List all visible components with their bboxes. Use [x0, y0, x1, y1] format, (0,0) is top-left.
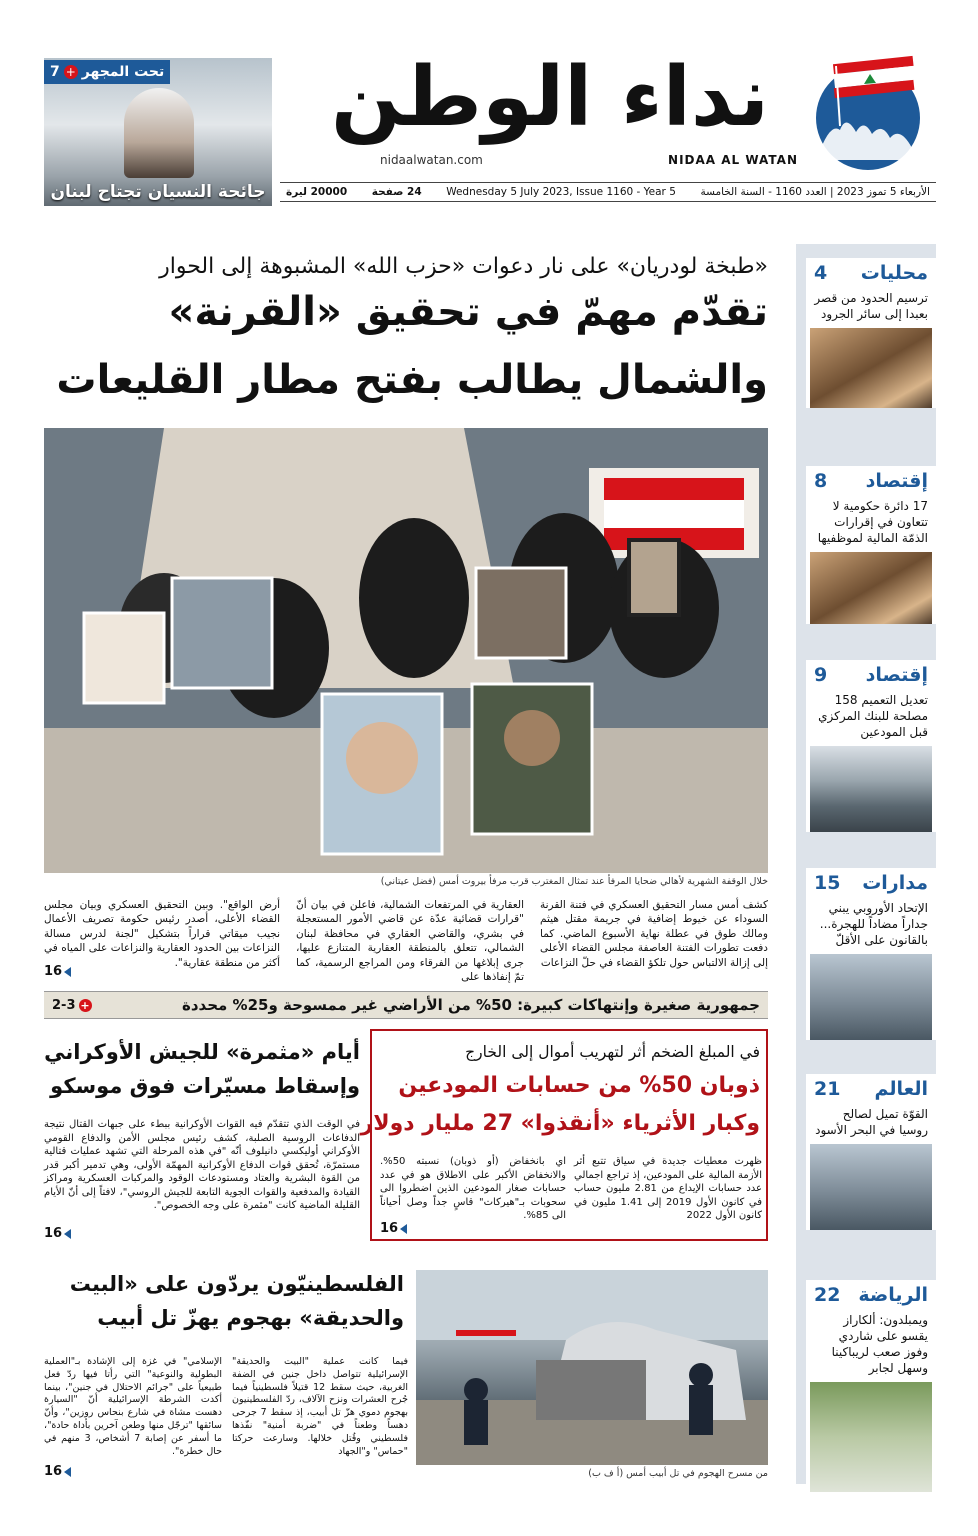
sidebar-section: مدارات — [862, 872, 928, 894]
sidebar-item-header — [806, 1074, 936, 1104]
page-number: 16 — [380, 1221, 399, 1236]
lead-page-ref[interactable] — [44, 964, 71, 979]
palestine-headline-line-1: الفلسطينيّون يردّون على «البيت — [69, 1272, 404, 1296]
ukraine-headline-line-2: وإسقاط مسيّرات فوق موسكو — [50, 1074, 360, 1098]
sidebar-item-local[interactable] — [806, 258, 936, 408]
sidebar-text: الإتحاد الأوروبي يبني جداراً مضاداً للهجرة... بالقانون على الأقلّ — [819, 901, 928, 947]
sidebar-image — [810, 552, 932, 624]
sidebar-page: 4 — [814, 262, 828, 284]
palestine-page-ref[interactable] — [44, 1464, 71, 1479]
sidebar-text: ترسيم الحدود من قصر بعبدا إلى سائر الجرود — [814, 291, 928, 321]
sidebar-text: القوّة تميل لصالح روسيا في البحر الأسود — [815, 1107, 928, 1137]
lead-headline-line-2: والشمال يطالب بفتح مطار القليعات — [56, 357, 768, 403]
tel-aviv-photo — [416, 1270, 768, 1465]
deposits-kicker: في المبلغ الضخم أثر لتهريب أموال إلى الخارج — [465, 1043, 760, 1061]
sidebar-image — [810, 1382, 932, 1492]
palestine-column-2: الإسلامي" في غزة إلى الإشادة بـ"العملية البطولية والنوعية" التي رأتا فيها ردّ فعل طبيعياً على "جرائم الاحتلال في جنين"، بينما أكدت الشرطة الإسرائيلية أنّ "السيارة دهست مشاة في شارع بنحاس روزين"، وأنّ سائقها "ترجّل منها وطعن آخرين بأداة حادة"، ما أسفر عن إصابة 7 أشخاص، 3 منهم في حال خطرة". — [44, 1356, 223, 1457]
plus-icon: + — [65, 65, 76, 79]
page-number: 16 — [44, 1226, 63, 1241]
deposits-headline-line-1: ذوبان 50% من حسابات المودعين — [398, 1073, 760, 1098]
promo-tag-label: تحت المجهر — [81, 64, 165, 80]
page-number: 16 — [44, 964, 63, 979]
arrow-icon — [64, 1229, 71, 1239]
sidebar-image — [810, 1144, 932, 1230]
sidebar-item-header — [806, 660, 936, 690]
deposits-box — [360, 1029, 768, 1241]
dateline-english: Wednesday 5 July 2023, Issue 1160 - Year 5 — [446, 186, 676, 198]
logo-emblem — [800, 52, 936, 170]
sidebar-item-economy-2[interactable] — [806, 660, 936, 832]
lead-headline-line-1: تقدّم مهمّ في تحقيق «القرنة» — [168, 289, 768, 335]
sidebar-text: تعديل التعميم 158 مصلحة للبنك المركزي قبل المودعين — [818, 693, 928, 739]
banner-pages: 2-3 — [52, 997, 76, 1013]
banner[interactable] — [44, 991, 768, 1019]
banner-page-ref — [52, 998, 92, 1013]
lead-column-3: أرض الواقع". وبين التحقيق العسكري وبيان مجلس القضاء الأعلى، أصدر رئيس حكومة تصريف الأعمال نجيب ميقاتي قراراً بتشكيل "لجنة لدرس مسالة النزاعات بين الحدود العقارية والنزاعات على المياه في أكثر من منطقة عقارية". — [44, 899, 280, 969]
deposits-headline-line-2: وكبار الأثرياء «أنقذوا» 27 مليار دولار — [360, 1111, 760, 1136]
promo-caption: جائحة النسيان تجتاح لبنان — [50, 182, 266, 202]
masthead-title: نداء الوطن — [330, 50, 770, 145]
deposits-page-ref[interactable] — [380, 1221, 407, 1236]
sidebar-section: الرياضة — [858, 1284, 928, 1306]
promo-box[interactable] — [44, 58, 272, 206]
arrow-icon — [64, 1467, 71, 1477]
sidebar-section: إقتصاد — [865, 470, 928, 492]
palestine-column-1: فيما كانت عملية "البيت والحديقة" الإسرائيلية تتواصل داخل جنين في الضفة الغربية، حيث سقط 12 قتيلاً فلسطينياً فيما جُرح العشرات ونزح الآلاف، ردّ الفلسطينيون بهجوم دموي هزّ تل أبيب، إذ سقط 7 جرحى دهساً وطعناً في "ضربة أمنية" نفّذها فلسطيني وقُتل خلالها. وسارعت حركتا "حماس" و"الجهاد — [232, 1356, 408, 1457]
sidebar-page: 9 — [814, 664, 828, 686]
page-count: 24 صفحة — [371, 186, 422, 198]
page-number: 16 — [44, 1464, 63, 1479]
lead-column-2: العقارية في المرتفعات الشمالية، فاعلن في بيان أنّ "قرارات قضائية عدّة عن قاضي الأمور المستعجلة في بشري، والقاضي العقاري في محافظة لبنان الشمالي، تتعلق بالمنطقة العقارية المتنازع عليها، جرى إبلاغها من الفرقاء ومن المراجع الرسمية، كما تمّ إنفاذها على — [296, 899, 524, 984]
sidebar-page: 8 — [814, 470, 828, 492]
sidebar-section: إقتصاد — [865, 664, 928, 686]
promo-tag — [44, 60, 170, 84]
sidebar-item-madarat[interactable] — [806, 868, 936, 1040]
banner-text: جمهورية صغيرة وإنتهاكات كبيرة: 50% من الأراضي غير ممسوحة و25% محددة — [181, 996, 760, 1014]
dateline-strip — [280, 182, 936, 202]
palestine-headline-line-2: والحديقة» بهجوم يهزّ تل أبيب — [97, 1306, 404, 1330]
sidebar-item-header — [806, 1280, 936, 1310]
sidebar-text: 17 دائرة حكومية لا تتعاون في إقرارات الذمّة المالية لموظفيها — [817, 499, 928, 545]
sidebar-image — [810, 746, 932, 832]
sidebar-item-world[interactable] — [806, 1074, 936, 1230]
sidebar-section: العالم — [874, 1078, 928, 1100]
ukraine-headline-line-1: أيام «مثمرة» للجيش الأوكراني — [44, 1040, 360, 1064]
sidebar-page: 15 — [814, 872, 841, 894]
deposits-column-2: اي بانخفاض (أو ذوبان) نسبته 50%. والانخفاض الأكبر على الاطلاق هو في عدد حسابات صغار المودعين الذين اضطروا الى سحوبات بـ"هيركات" قاسٍ جداً وصل أحياناً الى 85%. — [380, 1156, 566, 1221]
arrow-icon — [400, 1224, 407, 1234]
sidebar-item-header — [806, 466, 936, 496]
lead-photo-caption: خلال الوقفة الشهرية لأهالي ضحايا المرفأ عند تمثال المغترب قرب مرفأ بيروت أمس (فضل عيتاني) — [380, 876, 768, 887]
sidebar-section: محليات — [860, 262, 928, 284]
ukraine-page-ref[interactable] — [44, 1226, 71, 1241]
ukraine-body: في الوقت الذي تتقدّم فيه القوات الأوكرانية ببطء على جبهات القتال نتيجة الدفاعات الروسية الصلبة، كشف رئيس مجلس الأمن والدفاع القومي الأوكراني أوليكسي دانيلوف أنّه "في هذه المرحلة التي تشهد عمليات قتالية مستمرّة، تُحقق قوات الدفاع الأوكرانية المهمّة الأولى، وهي تدمير أكبر قدر من القوة البشرية والعتاد ومستودعات الوقود والمركبات العسكرية ومراكز القيادة والمدفعية والقوات الجوية التابعة للجيش الروسي"، لافتاً إلى أنّ الأيام القليلة الماضية كانت "مثمرة على وجه الخصوص". — [44, 1119, 360, 1211]
lead-column-1: كشف أمس مسار التحقيق العسكري في فتنة القرنة السوداء عن خيوط إضافية في جريمة مقتل هيثم ومالك طوق في عطلة نهاية الأسبوع الماضي. كما دفعت تطورات الفتنة العاصفة مجلس القضاء الأعلى إلى إزالة الالتباس حول تلكؤ القضاء في حلّ النزاعات — [540, 899, 768, 969]
sidebar-text: ويمبلدون: ألكاراز يقسو على شاردي وفوز صعب لريباكينا وسهل لجابر — [831, 1313, 928, 1375]
sidebar-item-header — [806, 258, 936, 288]
plus-icon: + — [80, 998, 90, 1012]
sidebar-item-header — [806, 868, 936, 898]
sidebar-page: 22 — [814, 1284, 841, 1306]
lead-kicker: «طبخة لودريان» على نار دعوات «حزب الله» المشبوهة إلى الحوار — [159, 254, 768, 279]
promo-page: 7 — [50, 64, 60, 80]
dateline-arabic: الأربعاء 5 تموز 2023 | العدد 1160 - السنة الخامسة — [700, 186, 930, 198]
sidebar-page: 21 — [814, 1078, 841, 1100]
sidebar-item-sports[interactable] — [806, 1280, 936, 1492]
price: 20000 ليرة — [286, 186, 348, 198]
lead-photo — [44, 428, 768, 873]
tel-aviv-photo-caption: من مسرح الهجوم في تل أبيب أمس (أ ف ب) — [588, 1468, 768, 1479]
sidebar-image — [810, 328, 932, 408]
promo-figure — [124, 88, 194, 178]
arrow-icon — [64, 967, 71, 977]
sidebar-item-economy[interactable] — [806, 466, 936, 624]
masthead-website[interactable]: nidaalwatan.com — [380, 153, 483, 167]
masthead-latin-title: NIDAA AL WATAN — [668, 153, 798, 167]
sidebar-image — [810, 954, 932, 1040]
deposits-column-1: ظهرت معطيات جديدة في سياق تتبع أثر الأزمة المالية على المودعين، إذ تراجع اجمالي عدد حسابات الإيداع من 2.81 مليون حساب في كانون الأول 2019 إلى 1.41 مليون في كانون الأول 2022 — [574, 1156, 762, 1221]
